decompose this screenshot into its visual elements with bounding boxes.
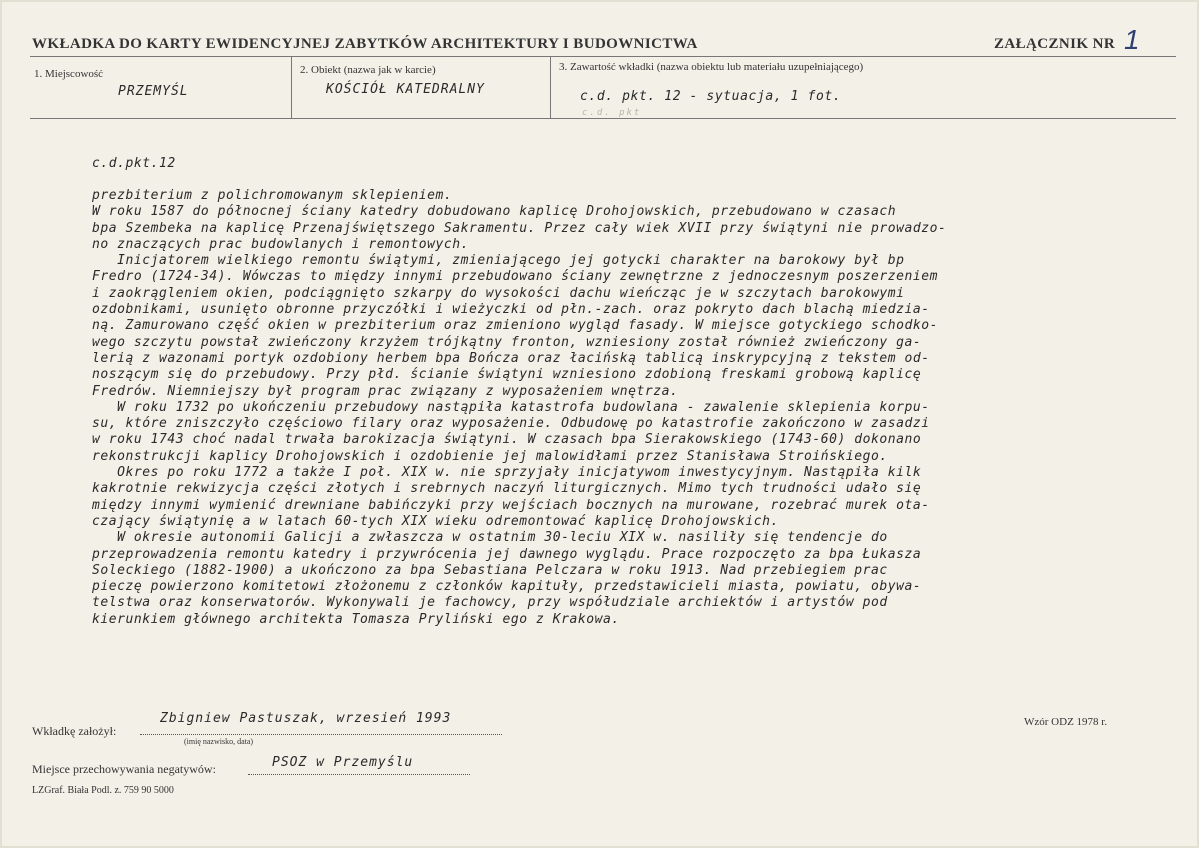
description-line: W roku 1587 do północnej ściany katedry dobudowano kaplicę Drohojowskich, przebudowano w czasach: [92, 204, 897, 220]
description-line: ną. Zamurowano część okien w prezbiterium oraz zmieniono wygląd fasady. W miejsce gotyckiego schodko-: [92, 318, 939, 334]
printer-note: LZGraf. Biała Podl. z. 759 90 5000: [32, 785, 174, 796]
author-line: [140, 734, 502, 735]
description-text: [92, 188, 946, 628]
object-label: 2. Obiekt (nazwa jak w karcie): [300, 64, 436, 76]
description-line: Okres po roku 1772 a także I poł. XIX w. nie sprzyjały inicjatywom inwestycyjnym. Nastąpiła kilk: [92, 465, 922, 481]
continuation-reference: c.d.pkt.12: [92, 156, 176, 171]
annex-number: 1: [1124, 24, 1140, 55]
description-line: bpa Szembeka na kaplicę Przenajświętszego Sakramentu. Przez cały wiek XVII przy świątyni nie prowadzo-: [92, 220, 947, 236]
object-value: KOŚCIÓŁ KATEDRALNY: [326, 82, 485, 97]
author-value: Zbigniew Pastuszak, wrzesień 1993: [160, 711, 452, 726]
content-label: 3. Zawartość wkładki (nazwa obiektu lub materiału uzupełniającego): [559, 61, 864, 73]
content-value: c.d. pkt. 12 - sytuacja, 1 fot.: [580, 89, 842, 104]
description-line: W roku 1732 po ukończeniu przebudowy nastąpiła katastrofa budowlana - zawalenie sklepienia korpu-: [92, 399, 930, 415]
description-line: Fredro (1724-34). Wówczas to między innymi przebudowano ściany zewnętrzne z jednoczesnym poszerzeniem: [92, 269, 939, 285]
field-divider-1: [291, 56, 292, 118]
description-line: i zaokrągleniem okien, podciągnięto szkarpy do wysokości dachu wieńcząc je w szczytach barokowymi: [92, 285, 905, 301]
description-line: su, które zniszczyło częściowo filary oraz wyposażenie. Odbudowę po katastrofie zakończono w zasadzi: [92, 416, 930, 432]
storage-line: [248, 774, 470, 775]
storage-value: PSOZ w Przemyślu: [272, 755, 414, 770]
description-line: Inicjatorem wielkiego remontu świątymi, zmieniającego jej gotycki charakter na barokowy był bp: [92, 253, 905, 269]
description-line: noszącym się do przebudowy. Przy płd. ścianie świątyni wzniesiono zdobioną freskami grobową kaplicę: [92, 367, 922, 383]
form-model: Wzór ODZ 1978 r.: [1024, 716, 1108, 728]
description-line: no znaczących prac budowlanych i remontowych.: [92, 236, 469, 252]
storage-label: Miejsce przechowywania negatywów:: [32, 762, 216, 776]
author-hint: (imię nazwisko, data): [184, 737, 254, 746]
description-line: Fredrów. Niemniejszy był program prac związany z wyposażeniem wnętrza.: [92, 383, 679, 399]
description-line: Soleckiego (1882-1900) a ukończono za bpa Sebastiana Pelczara w roku 1913. Nad przebiegiem prac: [92, 562, 888, 578]
description-line: kakrotnie rekwizycja części złotych i srebrnych naczyń liturgicznych. Mimo tych trudności udało się: [92, 481, 922, 497]
description-line: w roku 1743 choć nadal trwała barokizacja świątyni. W czasach bpa Sierakowskiego (1743-60) dokonano: [92, 432, 922, 448]
description-line: pieczę powierzono komitetowi złożonemu z członków kapituły, przedstawicieli miasta, powiatu, obywa-: [92, 579, 922, 595]
place-value: PRZEMYŚL: [118, 84, 189, 99]
author-label: Wkładkę założył:: [32, 724, 117, 738]
description-line: lerią z wazonami portyk ozdobiony herbem bpa Bończa oraz łacińską tablicą inskrypcyjną z tekstem od-: [92, 350, 930, 366]
description-line: czający świątynię a w latach 60-tych XIX wieku odremontować kaplicę Drohojowskich.: [92, 513, 779, 529]
description-line: między innymi wymienić drewniane babińczyki przy wejściach bocznych na murowane, rozebrać murek ota-: [92, 497, 930, 513]
description-line: przeprowadzenia remontu katedry i przywrócenia jej dawnego wyglądu. Prace rozpoczęto za bpa Łukasza: [92, 546, 922, 562]
description-line: telstwa oraz konserwatorów. Wykonywali je fachowcy, przy współudziale archiektów i artystów pod: [92, 595, 888, 611]
annex-label: ZAŁĄCZNIK NR: [994, 36, 1116, 52]
header-rule: [30, 56, 1176, 57]
place-label: 1. Miejscowość: [34, 68, 104, 80]
fields-bottom-rule: [30, 118, 1176, 119]
description-line: kierunkiem głównego architekta Tomasza Pryliński ego z Krakowa.: [92, 611, 620, 627]
card-title: WKŁADKA DO KARTY EWIDENCYJNEJ ZABYTKÓW ARCHITEKTURY I BUDOWNICTWA: [32, 36, 698, 52]
description-line: prezbiterium z polichromowanym sklepieniem.: [92, 188, 453, 203]
description-line: W okresie autonomii Galicji a zwłaszcza w ostatnim 30-leciu XIX w. nasiliły się tendencje do: [92, 530, 888, 546]
description-line: wego szczytu powstał zwieńczony krzyżem trójkątny fronton, wzniesiony został również zwieńczony ga-: [92, 334, 922, 350]
description-line: rekonstrukcji kaplicy Drohojowskich i ozdobienie jej malowidłami przez Stanisława Stroińskiego.: [92, 448, 888, 464]
field-divider-2: [550, 56, 551, 118]
faint-mark: c.d. pkt: [582, 108, 642, 118]
description-line: ozdobnikami, usunięto obronne przyczółki i wieżyczki od płn.-zach. oraz pokryto dach blachą miedzia-: [92, 302, 930, 318]
